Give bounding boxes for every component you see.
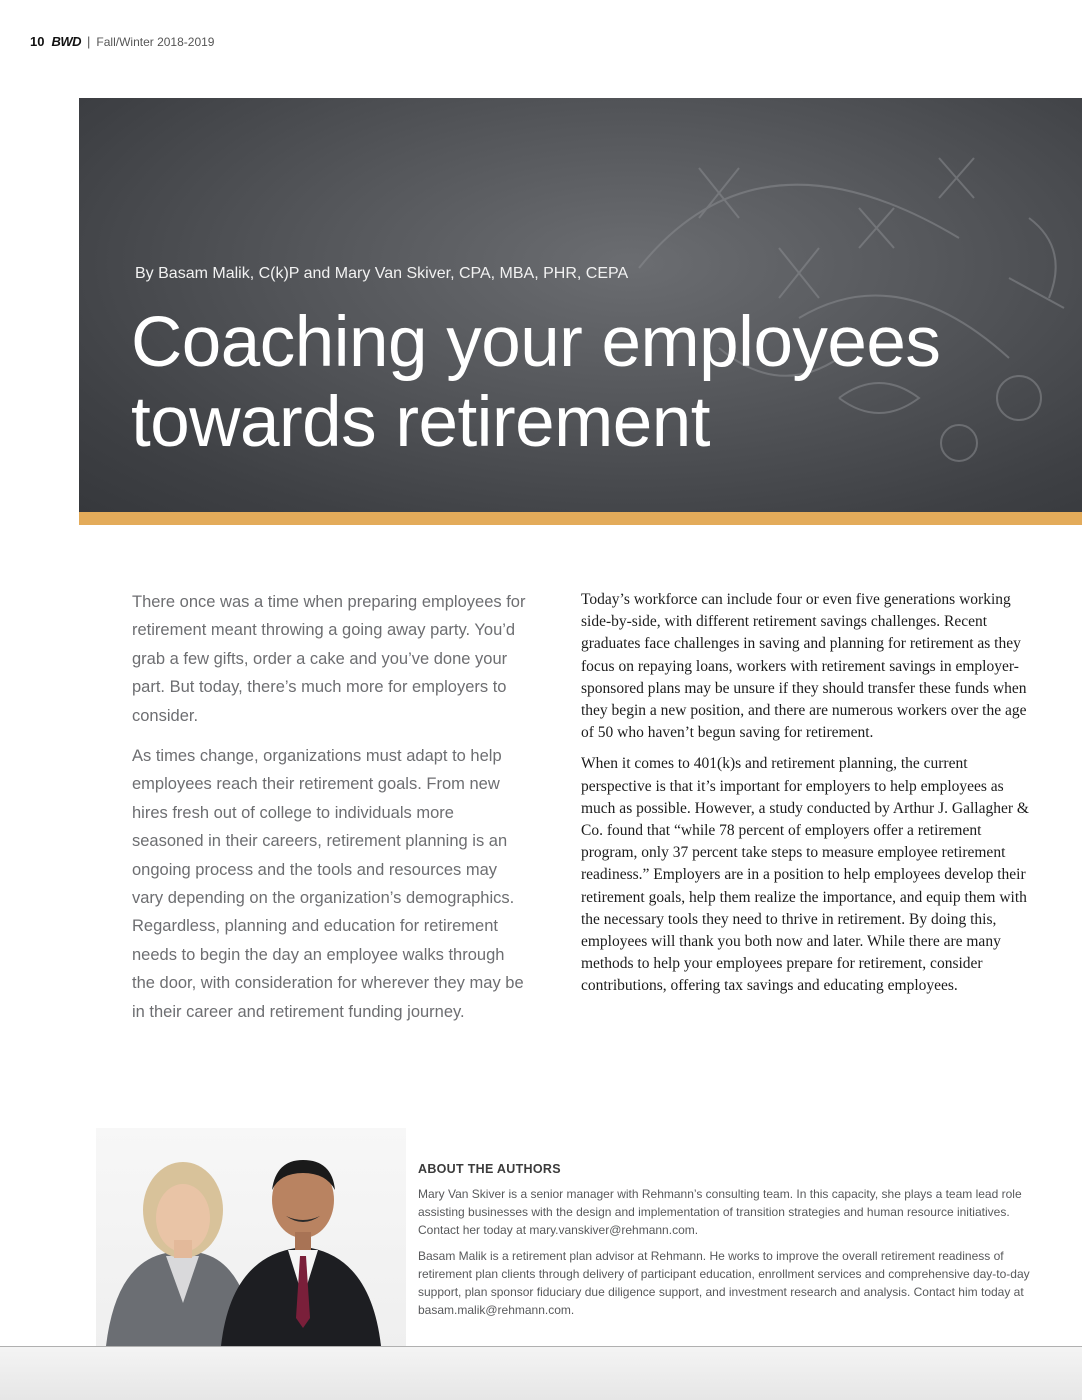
about-heading: ABOUT THE AUTHORS — [418, 1162, 561, 1176]
intro-column — [132, 588, 527, 1038]
author-photo-basam — [221, 1160, 381, 1346]
page-footer-band — [0, 1347, 1082, 1400]
about-the-authors — [418, 1162, 1048, 1327]
title-line-2: towards retirement — [131, 383, 710, 462]
body-paragraph: When it comes to 401(k)s and retirement planning, the current perspective is that it’s important for employers to help employees as much as possible. However, a study conducted by Arthur J. Gallagher & Co. found that “while 78 percent of employers offer a retirement program, only 37 percent take steps to measure employee retirement readiness.” Employers are in a position to help employees develop their retirement goals, help them realize the importance, and equip them with the necessary tools they need to thrive in retirement. By doing this, employees will thank you both now and later. While there are many methods to help your employees prepare for retirement, consider contributions, offering tax savings and educating employees. — [581, 755, 1029, 995]
authors-photo — [96, 1128, 406, 1346]
hero-banner — [79, 98, 1082, 512]
running-head-separator: | — [87, 34, 91, 49]
author-bio-basam: Basam Malik is a retirement plan advisor at Rehmann. He works to improve the overall retirement readiness of retirement plan clients through delivery of participant education, enrollment services and comprehensive day-to-day support, plan sponsor fiduciary due diligence support, and investment research and analysis. Contact him today at basam.malik@rehmann.com. — [418, 1249, 1030, 1317]
magazine-logo: BWD — [51, 34, 82, 49]
title-line-1: Coaching your employees — [131, 303, 941, 382]
byline: By Basam Malik, C(k)P and Mary Van Skiver, CPA, MBA, PHR, CEPA — [135, 265, 629, 282]
intro-paragraph: As times change, organizations must adapt to help employees reach their retirement goals. From new hires fresh out of college to individuals more seasoned in their careers, retirement planning is an ongoing process and the tools and resources may vary depending on the organization’s demographics. Regardless, planning and education for retirement needs to begin the day an employee walks through the door, with consideration for wherever they may be in their career and retirement funding journey. — [132, 747, 524, 1021]
intro-paragraph: There once was a time when preparing employees for retirement meant throwing a going away party. You’d grab a few gifts, order a cake and you’ve done your part. But today, there’s much more for employers to consider. — [132, 593, 526, 725]
page-number: 10 — [30, 34, 45, 49]
body-column — [581, 589, 1036, 1007]
running-head — [30, 34, 214, 49]
authors-illustration — [96, 1128, 406, 1346]
accent-bar — [79, 512, 1082, 525]
author-bio-mary: Mary Van Skiver is a senior manager with Rehmann’s consulting team. In this capacity, she plays a team lead role assisting businesses with the design and implementation of transition strategies and human resource initiatives. Contact her today at mary.vanskiver@rehmann.com. — [418, 1187, 1022, 1237]
body-paragraph: Today’s workforce can include four or even five generations working side-by-side, with different retirement savings challenges. Recent graduates face challenges in saving and planning for retirement as they focus on repaying loans, workers with retirement savings in employer-sponsored plans may be unsure if they should transfer these funds when they begin a new position, and there are numerous workers over the age of 50 who haven’t begun saving for retirement. — [581, 591, 1027, 742]
issue-date: Fall/Winter 2018-2019 — [96, 35, 215, 49]
article-title — [131, 303, 1031, 463]
